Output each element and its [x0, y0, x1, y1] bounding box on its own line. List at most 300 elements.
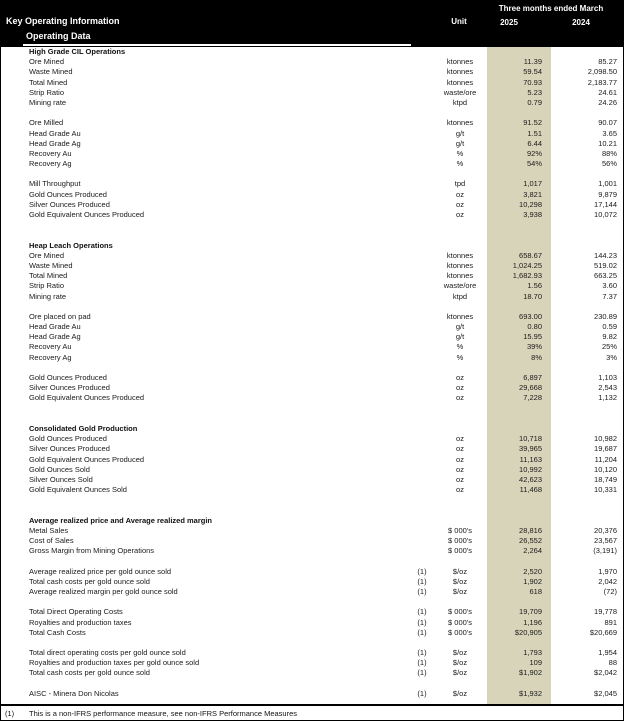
value-2024: 10,120 — [594, 464, 617, 474]
table-row — [1, 668, 623, 678]
row-label: Total Direct Operating Costs — [29, 607, 123, 617]
row-label: Strip Ratio — [29, 87, 65, 97]
value-2024: 2,543 — [598, 383, 617, 393]
value-2024 — [549, 516, 623, 526]
value-2025: 5.23 — [527, 87, 542, 97]
table-row — [1, 607, 623, 617]
value-2024: 24.61 — [598, 87, 617, 97]
unit-cell: oz — [456, 434, 464, 444]
table-row — [1, 536, 623, 546]
unit-cell: g/t — [455, 332, 465, 342]
unit-cell: oz — [456, 485, 464, 495]
unit-cell — [435, 516, 485, 526]
row-label: Average realized price and Average realized margin — [29, 515, 212, 525]
value-2025: 70.93 — [523, 77, 542, 87]
value-2024: 1,001 — [598, 179, 617, 189]
blank-row — [1, 505, 623, 515]
unit-cell: % — [456, 352, 464, 362]
value-2025: 3,821 — [523, 189, 542, 199]
row-label: Gold Equivalent Ounces Sold — [29, 485, 127, 495]
footnote-ref — [409, 261, 435, 271]
footnote-ref — [409, 393, 435, 403]
table-row — [1, 200, 623, 210]
footnote-ref — [409, 383, 435, 393]
value-2024: 519.02 — [594, 260, 617, 270]
value-2025 — [485, 424, 549, 434]
row-label: Recovery Ag — [29, 159, 72, 169]
blank-row — [1, 404, 623, 414]
blank-row — [1, 169, 623, 179]
value-2025: 0.80 — [527, 322, 542, 332]
footnote-ref: (1) — [417, 576, 427, 586]
footnote-ref — [409, 373, 435, 383]
value-2024: $2,042 — [594, 668, 617, 678]
unit-cell: oz — [456, 189, 464, 199]
unit-cell: oz — [456, 393, 464, 403]
page-title: Key Operating Information — [6, 16, 120, 26]
table-row — [1, 57, 623, 67]
row-label: Gross Margin from Mining Operations — [29, 546, 155, 556]
unit-cell — [435, 47, 485, 57]
table-row — [1, 465, 623, 475]
blank-row — [1, 363, 623, 373]
table-row — [1, 658, 623, 668]
footnote-ref: (1) — [417, 617, 427, 627]
table-row — [1, 383, 623, 393]
value-2024: 24.26 — [598, 97, 617, 107]
footnote-ref — [409, 241, 435, 251]
value-2025: 2,520 — [523, 566, 542, 576]
unit-cell: oz — [456, 373, 464, 382]
table-row — [1, 281, 623, 291]
footnote-ref — [409, 424, 435, 434]
value-2025: 18.70 — [523, 291, 542, 301]
year-2025-column-header: 2025 — [500, 18, 518, 27]
table-row — [1, 149, 623, 159]
row-label: Mill Throughput — [29, 179, 81, 189]
value-2025 — [485, 47, 549, 57]
value-2024: 2,183.77 — [587, 77, 617, 87]
unit-cell: oz — [456, 454, 464, 464]
row-label: Recovery Au — [29, 342, 72, 352]
blank-row — [1, 495, 623, 505]
value-2024: 3.65 — [602, 128, 617, 138]
value-2024: 9.82 — [602, 332, 617, 342]
blank-row — [1, 302, 623, 312]
row-label: Heap Leach Operations — [29, 240, 113, 250]
value-2025 — [485, 241, 549, 251]
footnote-ref: (1) — [417, 658, 427, 668]
table-row — [1, 628, 623, 638]
period-label: Three months ended March — [498, 4, 604, 13]
row-label: Cost of Sales — [29, 536, 74, 545]
row-label: Gold Equivalent Ounces Produced — [29, 393, 145, 403]
value-2025: $1,932 — [519, 688, 542, 698]
value-2024: 85.27 — [598, 57, 617, 67]
footnote-ref — [409, 281, 435, 291]
unit-cell: $ 000's — [448, 546, 472, 556]
value-2024 — [549, 47, 623, 57]
footnote-ref — [409, 465, 435, 475]
unit-cell: ktonnes — [446, 311, 474, 321]
unit-cell: % — [456, 159, 464, 169]
value-2025 — [485, 516, 549, 526]
unit-cell: $/oz — [452, 658, 468, 668]
unit-cell — [435, 241, 485, 251]
value-2024: 56% — [601, 159, 617, 169]
value-2024: 10,072 — [594, 210, 617, 219]
value-2025: 1,024.25 — [512, 260, 542, 270]
table-row — [1, 322, 623, 332]
value-2024: 1,132 — [598, 393, 617, 403]
unit-cell: oz — [456, 383, 464, 393]
row-label: Head Grade Au — [29, 322, 81, 332]
footnote-ref: (1) — [417, 566, 427, 576]
value-2024: (72) — [603, 586, 617, 596]
row-label: Silver Ounces Sold — [29, 474, 93, 484]
row-label: Recovery Au — [29, 148, 72, 158]
table-row — [1, 261, 623, 271]
value-2024: 88% — [601, 148, 617, 158]
value-2024: 10,331 — [594, 485, 617, 495]
footnote-ref — [409, 312, 435, 322]
unit-cell: $ 000's — [448, 536, 472, 545]
value-2025: 91.52 — [523, 118, 542, 128]
footnote-ref — [409, 57, 435, 67]
blank-row — [1, 597, 623, 607]
blank-row — [1, 679, 623, 689]
footnote-ref — [409, 118, 435, 128]
footnote-ref — [409, 485, 435, 495]
value-2024: 891 — [604, 617, 617, 627]
table-row — [1, 587, 623, 597]
value-2024: 230.89 — [594, 311, 617, 321]
table-row — [1, 98, 623, 108]
footnote-ref — [409, 139, 435, 149]
footnote-ref — [409, 292, 435, 302]
value-2024: 0.59 — [602, 322, 617, 332]
table-row — [1, 485, 623, 495]
row-label: Mining rate — [29, 97, 67, 107]
subtitle-underline — [23, 44, 411, 46]
unit-cell: g/t — [455, 128, 465, 138]
unit-cell: $ 000's — [448, 607, 472, 617]
value-2025: 3,938 — [523, 210, 542, 219]
value-2025: 0.79 — [527, 97, 542, 107]
table-row — [1, 118, 623, 128]
unit-cell: ktonnes — [446, 271, 474, 281]
row-label: Gold Equivalent Ounces Produced — [29, 210, 145, 219]
table-row — [1, 312, 623, 322]
blank-row — [1, 220, 623, 230]
row-label: Strip Ratio — [29, 281, 65, 291]
value-2024: 7.37 — [602, 291, 617, 301]
row-label: Head Grade Au — [29, 128, 81, 138]
table-row — [1, 393, 623, 403]
footnote-ref — [409, 434, 435, 444]
value-2025: 658.67 — [519, 250, 542, 260]
row-label: Ore Milled — [29, 118, 64, 128]
value-2025: 54% — [526, 159, 542, 169]
unit-cell: ktonnes — [446, 250, 474, 260]
footnote-ref: (1) — [417, 586, 427, 596]
footnote-ref — [409, 332, 435, 342]
value-2024: 10.21 — [598, 138, 617, 148]
value-2025: 28,816 — [519, 525, 542, 535]
unit-cell: $ 000's — [448, 627, 472, 637]
row-label: Head Grade Ag — [29, 332, 81, 342]
table-row — [1, 434, 623, 444]
value-2024: (3,191) — [593, 546, 617, 556]
value-2024: 2,042 — [598, 576, 617, 586]
footnote-ref: (1) — [417, 648, 427, 658]
table-row — [1, 190, 623, 200]
footnote-ref — [409, 159, 435, 169]
row-label: Consolidated Gold Production — [29, 423, 138, 433]
row-label: Ore Mined — [29, 57, 65, 67]
table-row — [1, 455, 623, 465]
value-2025: $1,902 — [519, 668, 542, 678]
footnote-ref: (1) — [417, 668, 427, 678]
table-row — [1, 78, 623, 88]
value-2025: 59.54 — [523, 67, 542, 77]
table-row — [1, 342, 623, 352]
table-row — [1, 689, 623, 699]
row-label: Total Mined — [29, 77, 68, 87]
table-row — [1, 251, 623, 261]
footnote-ref — [409, 342, 435, 352]
unit-cell: % — [456, 148, 464, 158]
value-2025: 39,965 — [519, 444, 542, 454]
unit-cell: waste/ore — [443, 281, 477, 291]
value-2024 — [549, 241, 623, 251]
value-2024: 1,970 — [598, 566, 617, 576]
table-row — [1, 332, 623, 342]
row-label: Gold Ounces Produced — [29, 434, 107, 444]
table-row — [1, 139, 623, 149]
table-body — [1, 47, 623, 699]
unit-cell: ktonnes — [446, 67, 474, 77]
value-2025: 1,196 — [523, 617, 542, 627]
unit-cell: % — [456, 342, 464, 352]
unit-cell: $/oz — [452, 576, 468, 586]
section-row — [1, 47, 623, 57]
value-2025: 39% — [526, 342, 542, 352]
footnote — [1, 708, 623, 720]
unit-cell: g/t — [455, 138, 465, 148]
footnote-ref: (1) — [417, 607, 427, 617]
table-row — [1, 67, 623, 77]
value-2024: 9,879 — [598, 189, 617, 199]
footnote-ref — [409, 271, 435, 281]
table-row — [1, 526, 623, 536]
table-row — [1, 618, 623, 628]
value-2025: 8% — [531, 352, 542, 362]
value-2024: $2,045 — [594, 688, 617, 698]
footnote-ref — [409, 190, 435, 200]
table-row — [1, 271, 623, 281]
footnote-ref — [409, 516, 435, 526]
unit-cell: $/oz — [452, 688, 468, 698]
footnote-marker: (1) — [5, 709, 15, 718]
row-label: Total Cash Costs — [29, 627, 86, 637]
value-2025: 6.44 — [527, 138, 542, 148]
footnote-ref — [409, 179, 435, 189]
value-2025: 15.95 — [523, 332, 542, 342]
row-label: Silver Ounces Produced — [29, 383, 110, 393]
unit-cell: g/t — [455, 322, 465, 332]
row-label: Total Mined — [29, 271, 68, 281]
table-row — [1, 292, 623, 302]
unit-column-header: Unit — [451, 17, 467, 26]
section-row — [1, 516, 623, 526]
footnote-ref — [409, 455, 435, 465]
unit-cell: oz — [456, 210, 464, 219]
section-row — [1, 241, 623, 251]
value-2025: 10,298 — [519, 199, 542, 209]
blank-row — [1, 108, 623, 118]
value-2025: 7,228 — [523, 393, 542, 403]
footnote-ref — [409, 475, 435, 485]
unit-cell: waste/ore — [443, 87, 477, 97]
unit-cell: tpd — [454, 179, 466, 189]
row-label: Gold Ounces Produced — [29, 189, 107, 199]
row-label: Gold Ounces Sold — [29, 464, 90, 474]
value-2025: 26,552 — [519, 536, 542, 545]
value-2024: 2,098.50 — [587, 67, 617, 77]
unit-cell: $/oz — [452, 648, 468, 658]
unit-cell: oz — [456, 444, 464, 454]
footnote-ref — [409, 546, 435, 556]
value-2024: 1,103 — [598, 373, 617, 382]
value-2025: 10,718 — [519, 434, 542, 444]
unit-cell: $/oz — [452, 566, 468, 576]
value-2024: 88 — [608, 658, 617, 668]
row-label: Ore placed on pad — [29, 311, 91, 321]
row-label: Head Grade Ag — [29, 138, 81, 148]
table-row — [1, 210, 623, 220]
value-2025: 42,623 — [519, 474, 542, 484]
value-2024: 663.25 — [594, 271, 617, 281]
unit-cell: ktonnes — [446, 118, 474, 128]
value-2024 — [549, 424, 623, 434]
value-2025: 92% — [526, 148, 542, 158]
value-2025: 1.56 — [527, 281, 542, 291]
value-2025: 618 — [529, 586, 542, 596]
value-2024: 18,749 — [594, 474, 617, 484]
footnote-ref — [409, 251, 435, 261]
unit-cell: $ 000's — [448, 617, 472, 627]
value-2024: 20,376 — [594, 525, 617, 535]
value-2024: 23,567 — [594, 536, 617, 545]
row-label: Total cash costs per gold ounce sold — [29, 668, 150, 678]
year-2024-column-header: 2024 — [572, 18, 590, 27]
row-label: Metal Sales — [29, 525, 69, 535]
blank-row — [1, 638, 623, 648]
row-label: Mining rate — [29, 291, 67, 301]
blank-row — [1, 556, 623, 566]
footnote-ref — [409, 322, 435, 332]
value-2025: 19,709 — [519, 607, 542, 617]
table-row — [1, 353, 623, 363]
footnote-ref — [409, 444, 435, 454]
unit-cell: $ 000's — [448, 525, 472, 535]
footnote-ref — [409, 526, 435, 536]
footnote-ref — [409, 98, 435, 108]
row-label: Silver Ounces Produced — [29, 444, 110, 454]
value-2025: 10,992 — [519, 464, 542, 474]
value-2024: 144.23 — [594, 250, 617, 260]
value-2025: 11.39 — [523, 57, 542, 67]
row-label: Silver Ounces Produced — [29, 199, 110, 209]
unit-cell: oz — [456, 199, 464, 209]
footnote-ref — [409, 47, 435, 57]
unit-cell — [435, 424, 485, 434]
value-2025: 2,264 — [523, 546, 542, 556]
section-subtitle: Operating Data — [26, 31, 91, 41]
value-2024: 1,954 — [598, 648, 617, 658]
row-label: Waste Mined — [29, 67, 73, 77]
table-row — [1, 88, 623, 98]
value-2025: 109 — [529, 658, 542, 668]
value-2024: 17,144 — [594, 199, 617, 209]
row-label: Waste Mined — [29, 260, 73, 270]
value-2025: 6,897 — [523, 373, 542, 382]
unit-cell: $/oz — [452, 668, 468, 678]
table-row — [1, 129, 623, 139]
value-2025: 29,668 — [519, 383, 542, 393]
value-2025: $20,905 — [514, 627, 542, 637]
row-label: Total cash costs per gold ounce sold — [29, 576, 150, 586]
row-label: Gold Equivalent Ounces Produced — [29, 454, 145, 464]
value-2025: 1,902 — [523, 576, 542, 586]
footnote-text: This is a non-IFRS performance measure, see non-IFRS Performance Measures — [29, 709, 298, 718]
table-row — [1, 179, 623, 189]
footnote-ref — [409, 78, 435, 88]
table-bottom-rule — [1, 704, 623, 706]
row-label: AISC - Minera Don Nicolas — [29, 688, 119, 698]
value-2025: 11,163 — [519, 454, 542, 464]
row-label: Gold Ounces Produced — [29, 373, 107, 382]
unit-cell: oz — [456, 464, 464, 474]
table-row — [1, 648, 623, 658]
row-label: Recovery Ag — [29, 352, 72, 362]
value-2024: 3% — [606, 352, 617, 362]
unit-cell: ktonnes — [446, 77, 474, 87]
blank-row — [1, 414, 623, 424]
footnote-ref — [409, 353, 435, 363]
unit-cell: ktpd — [452, 291, 468, 301]
table-row — [1, 159, 623, 169]
table-row — [1, 373, 623, 383]
value-2025: 1.51 — [527, 128, 542, 138]
row-label: Ore Mined — [29, 250, 65, 260]
value-2024: 19,687 — [594, 444, 617, 454]
value-2024: $20,669 — [589, 627, 617, 637]
footnote-ref — [409, 536, 435, 546]
value-2024: 19,778 — [594, 607, 617, 617]
value-2024: 90.07 — [598, 118, 617, 128]
report-header — [1, 1, 623, 47]
value-2025: 693.00 — [519, 311, 542, 321]
footnote-ref — [409, 210, 435, 220]
row-label: High Grade CIL Operations — [29, 47, 126, 56]
footnote-ref — [409, 67, 435, 77]
footnote-ref — [409, 88, 435, 98]
row-label: Average realized price per gold ounce sold — [29, 566, 172, 576]
table-row — [1, 475, 623, 485]
unit-cell: $/oz — [452, 586, 468, 596]
